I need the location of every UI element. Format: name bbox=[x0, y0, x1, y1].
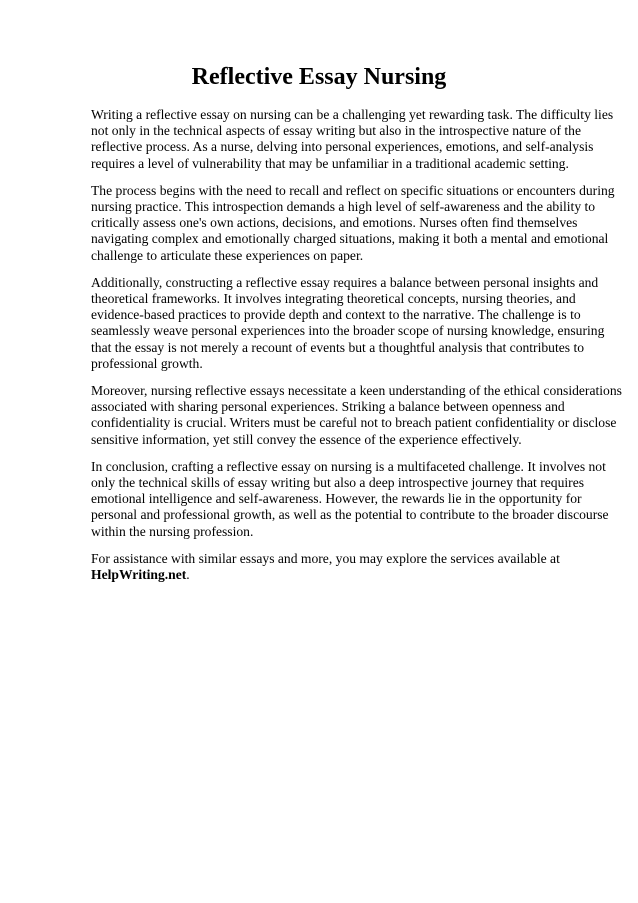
text-line: emotional intelligence and self-awareness. However, the rewards lie in the opportunity for bbox=[91, 491, 582, 507]
text-line: In conclusion, crafting a reflective essay on nursing is a multifaceted challenge. It involves not bbox=[91, 458, 606, 474]
text-line: only the technical skills of essay writing but also a deep introspective journey that requires bbox=[91, 475, 585, 491]
paragraph-process bbox=[91, 182, 615, 264]
text-line: personal and professional growth, as well as the potential to contribute to the broader discourse bbox=[91, 507, 609, 523]
text-line: requires a level of vulnerability that may be unfamiliar in a traditional academic setting. bbox=[91, 155, 569, 171]
footer-text: For assistance with similar essays and more, you may explore the services available at bbox=[91, 550, 560, 566]
text-line: confidentiality is crucial. Writers must be careful not to breach patient confidentiality or disclose bbox=[91, 415, 617, 431]
text-line: that the essay is not merely a recount of events but a thoughtful analysis that contributes to bbox=[91, 339, 585, 355]
text-line: associated with sharing personal experiences. Striking a balance between openness and bbox=[91, 399, 565, 415]
text-line: Additionally, constructing a reflective essay requires a balance between personal insights and bbox=[91, 274, 599, 290]
paragraph-footer bbox=[91, 551, 596, 583]
footer-link-line bbox=[91, 567, 596, 583]
text-line: challenge to articulate these experiences on paper. bbox=[91, 247, 364, 263]
text-line: navigating complex and emotionally charged situations, making it both a mental and emotional bbox=[91, 231, 609, 247]
paragraph-ethics bbox=[91, 383, 622, 448]
footer-period: . bbox=[186, 567, 190, 583]
paragraph-frameworks bbox=[91, 274, 605, 372]
text-line: theoretical frameworks. It involves integrating theoretical concepts, nursing theories, and bbox=[91, 291, 576, 307]
text-line: critically assess one's own actions, decisions, and emotions. Nurses often find themselves bbox=[91, 215, 578, 231]
text-line: reflective process. As a nurse, delving into personal experiences, emotions, and self-analysis bbox=[91, 139, 594, 155]
paragraph-intro bbox=[91, 107, 614, 172]
text-line: seamlessly weave personal experiences into the broader scope of nursing knowledge, ensuring bbox=[91, 323, 605, 339]
text-line: The process begins with the need to recall and reflect on specific situations or encounters during bbox=[91, 182, 615, 198]
helpwriting-link[interactable]: HelpWriting.net bbox=[91, 567, 187, 583]
document-title: Reflective Essay Nursing bbox=[191, 64, 447, 90]
text-line: professional growth. bbox=[91, 355, 203, 371]
text-line: evidence-based practices to provide depth and context to the narrative. The challenge is to bbox=[91, 307, 581, 323]
text-line: nursing practice. This introspection demands a high level of self-awareness and the ability to bbox=[91, 199, 596, 215]
text-line: Moreover, nursing reflective essays necessitate a keen understanding of the ethical considerations bbox=[91, 383, 622, 399]
document-body bbox=[91, 107, 622, 594]
text-line: not only in the technical aspects of essay writing but also in the introspective nature of the bbox=[91, 123, 581, 139]
text-line: within the nursing profession. bbox=[91, 523, 254, 539]
paragraph-conclusion bbox=[91, 458, 609, 540]
text-line: sensitive information, yet still convey the essence of the experience effectively. bbox=[91, 431, 522, 447]
text-line: Writing a reflective essay on nursing can be a challenging yet rewarding task. The difficulty lies bbox=[91, 107, 614, 122]
